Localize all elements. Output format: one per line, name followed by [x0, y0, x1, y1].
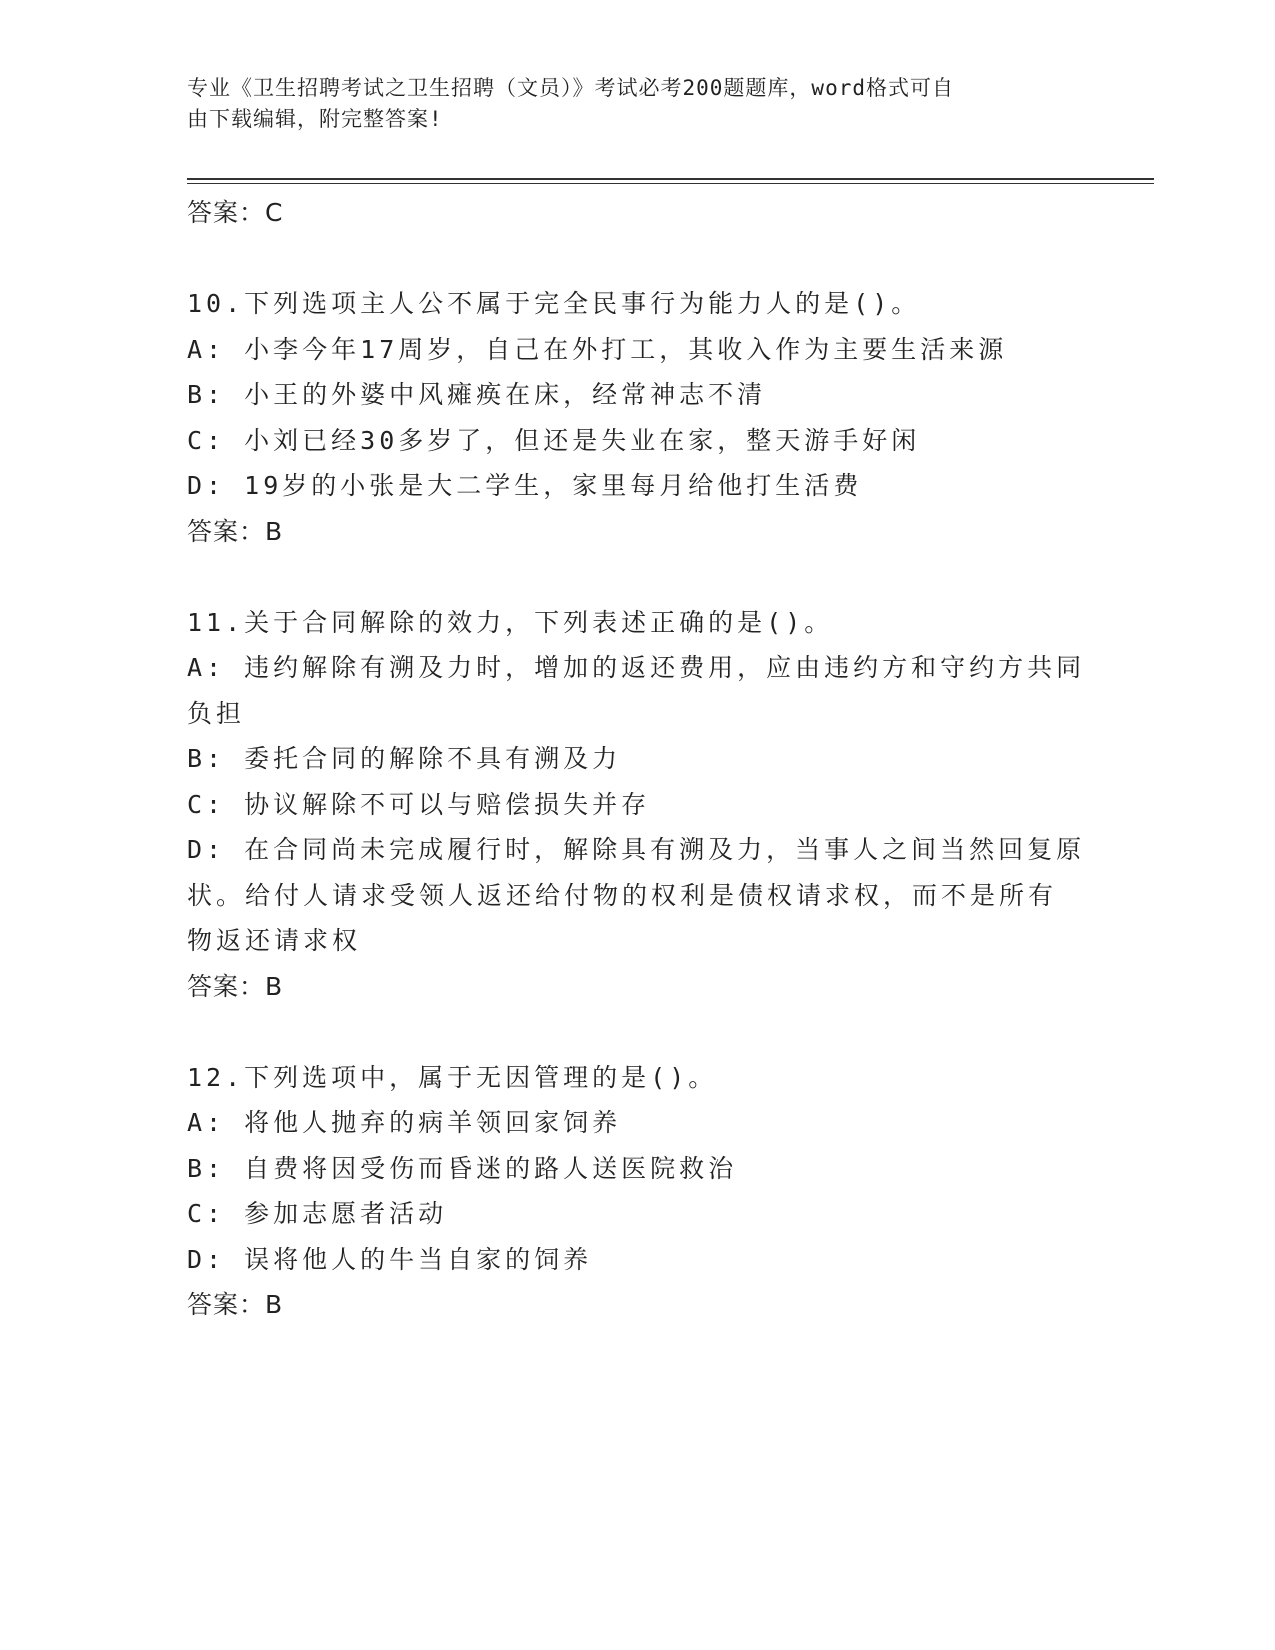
- option-d-continued: 物返还请求权: [187, 926, 362, 955]
- option-c: C: 参加志愿者活动: [187, 1199, 448, 1228]
- previous-answer: 答案：C: [187, 198, 284, 227]
- question-answer: 答案：B: [187, 516, 284, 546]
- question-list: [187, 190, 1087, 1328]
- document-header: [187, 73, 1067, 135]
- option-d: D: 在合同尚未完成履行时，解除具有溯及力，当事人之间当然回复原: [187, 835, 1086, 864]
- question-block: [187, 1055, 1087, 1328]
- question-answer: 答案：B: [187, 1290, 284, 1319]
- header-line-2: 由下载编辑，附完整答案!: [187, 107, 443, 131]
- header-line-1: 专业《卫生招聘考试之卫生招聘（文员）》考试必考200题题库，word格式可自: [187, 76, 954, 100]
- option-b: B: 委托合同的解除不具有溯及力: [187, 744, 622, 773]
- question-block: [187, 600, 1087, 1010]
- option-b: B: 小王的外婆中风瘫痪在床，经常神志不清: [187, 380, 767, 409]
- option-a: A: 小李今年17周岁，自己在外打工，其收入作为主要生活来源: [187, 334, 1008, 364]
- question-answer: 答案：B: [187, 971, 284, 1001]
- spacer: [187, 236, 1087, 282]
- option-d: D: 19岁的小张是大二学生，家里每月给他打生活费: [187, 471, 863, 500]
- option-b: B: 自费将因受伤而昏迷的路人送医院救治: [187, 1153, 738, 1183]
- question-stem: 10.下列选项主人公不属于完全民事行为能力人的是()。: [187, 289, 921, 318]
- spacer: [187, 554, 1087, 600]
- spacer: [187, 1009, 1087, 1055]
- option-c: C: 协议解除不可以与赔偿损失并存: [187, 789, 651, 819]
- option-d: D: 误将他人的牛当自家的饲养: [187, 1244, 593, 1274]
- question-stem: 11.关于合同解除的效力，下列表述正确的是()。: [187, 607, 834, 637]
- question-stem: 12.下列选项中，属于无因管理的是()。: [187, 1062, 718, 1092]
- question-block: [187, 281, 1087, 554]
- header-divider-thin: [187, 183, 1154, 184]
- header-divider-thick: [187, 178, 1154, 180]
- option-a: A: 违约解除有溯及力时，增加的返还费用，应由违约方和守约方共同: [187, 653, 1086, 682]
- option-d-continued: 状。给付人请求受领人返还给付物的权利是债权请求权，而不是所有: [187, 880, 1058, 910]
- option-a: A: 将他人抛弃的病羊领回家饲养: [187, 1108, 622, 1137]
- option-a-continued: 负担: [187, 698, 246, 728]
- option-c: C: 小刘已经30多岁了，但还是失业在家，整天游手好闲: [187, 425, 921, 455]
